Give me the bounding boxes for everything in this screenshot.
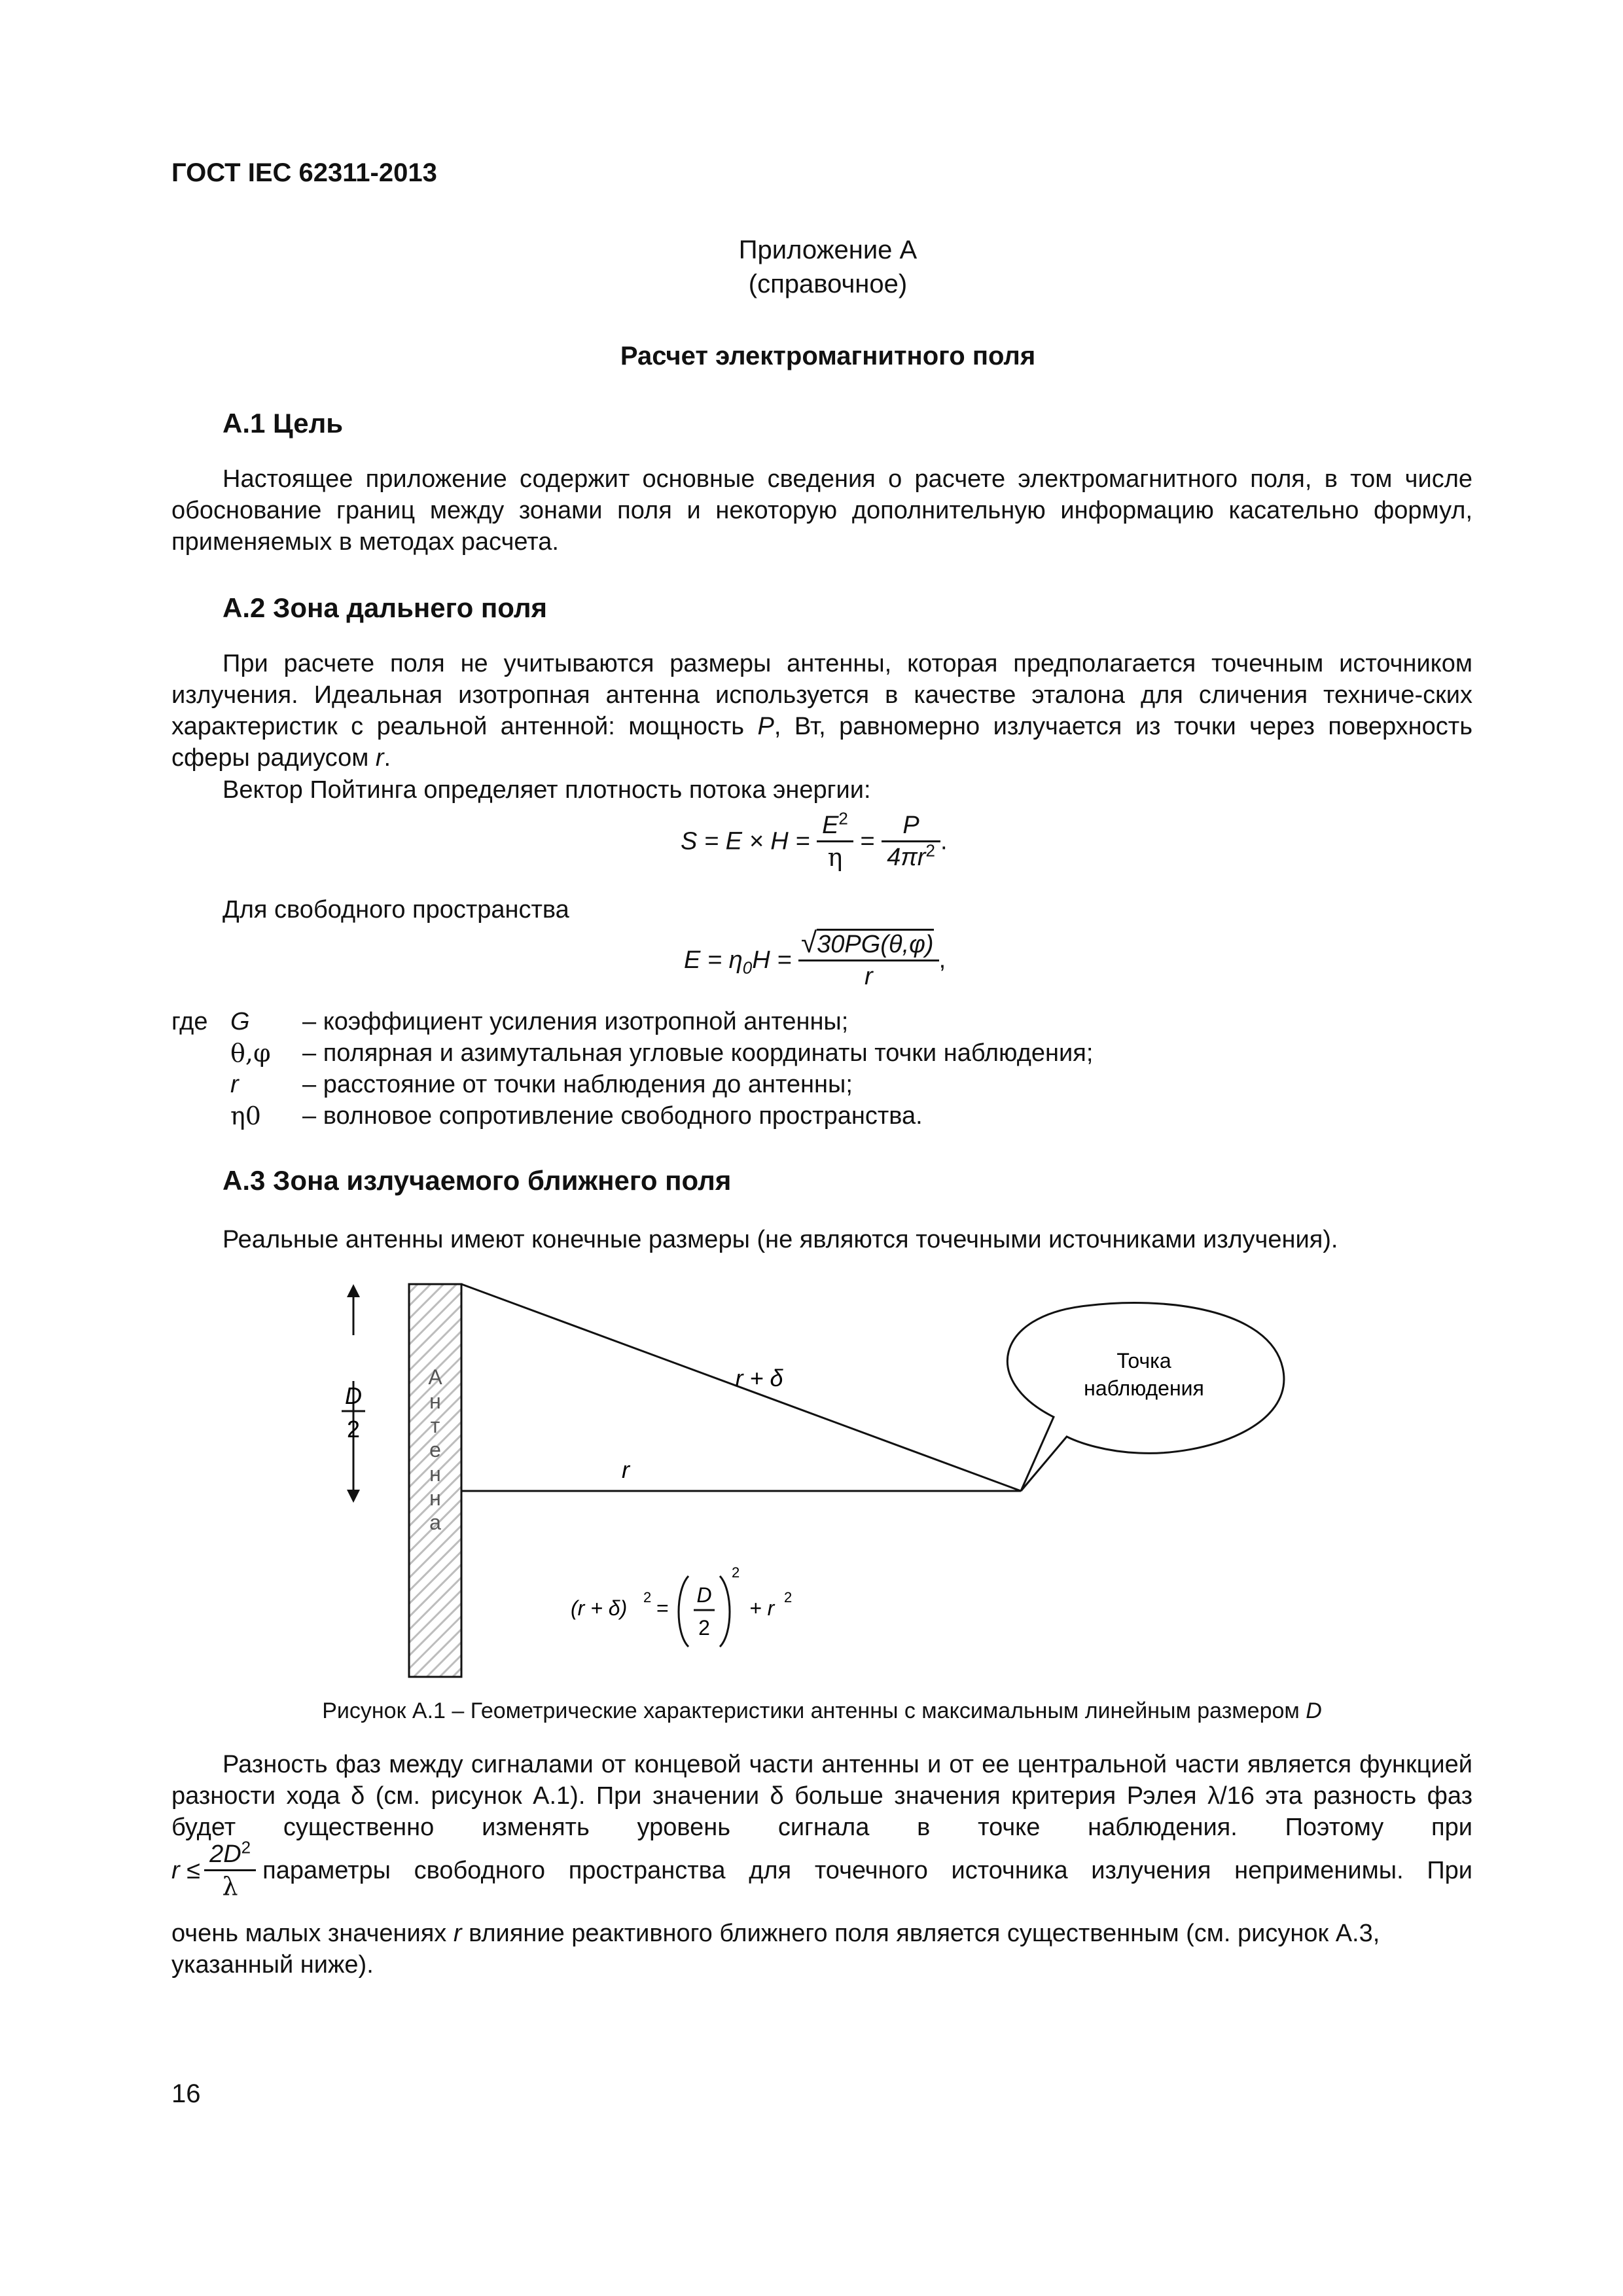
ineq-text: параметры свободного пространства для точечного источника излучения неприменимы. При bbox=[262, 1856, 1472, 1884]
geo-frac-num: D bbox=[696, 1583, 712, 1607]
annex-heading: Расчет электромагнитного поля bbox=[620, 342, 1036, 370]
ineq-num-exp: 2 bbox=[241, 1837, 251, 1857]
poynting-frac1-exp: 2 bbox=[838, 808, 848, 829]
poynting-fraction-2 bbox=[882, 810, 940, 872]
antenna-label bbox=[428, 1365, 442, 1534]
page-number: 16 bbox=[171, 2079, 201, 2108]
section-a1-paragraph: Настоящее приложение содержит основные сведения о расчете электромагнитного поля, в том числе обоснование границ между зонами поля и некоторую дополнительную информацию касательно формул, применяемых в методах расчета. bbox=[171, 465, 1472, 556]
caption-text: Рисунок А.1 – Геометрические характеристики антенны с максимальным линейным размером bbox=[322, 1698, 1306, 1723]
geo-lhs-exp: 2 bbox=[643, 1589, 652, 1605]
antenna-letter: е bbox=[429, 1438, 441, 1462]
fs-num: 30PG(θ,φ) bbox=[817, 929, 933, 958]
ineq-fraction bbox=[204, 1839, 256, 1901]
geo-frac-den: 2 bbox=[698, 1616, 710, 1640]
a3-p4-text-b: влияние реактивного ближнего поля является существенным (см. рисунок А.3, указанный ниже). bbox=[171, 1920, 1380, 1979]
section-a3-paragraph-3 bbox=[171, 1918, 1472, 1981]
geo-lhs: (r + δ) bbox=[571, 1596, 628, 1620]
fs-lhs-text-2: H = bbox=[752, 946, 792, 974]
antenna-letter: н bbox=[429, 1390, 441, 1413]
geo-plus-r-exp: 2 bbox=[784, 1589, 793, 1605]
dim-d: D bbox=[345, 1382, 362, 1409]
fs-lhs bbox=[684, 946, 792, 978]
poynting-eq: = bbox=[860, 827, 875, 855]
label-r-plus-delta: r + δ bbox=[735, 1365, 783, 1391]
definitions-list bbox=[171, 1006, 1472, 1132]
antenna-letter: т bbox=[430, 1414, 440, 1437]
poynting-fraction-1 bbox=[817, 810, 853, 872]
fs-lhs-sub: 0 bbox=[742, 958, 753, 978]
poynting-frac2-num: P bbox=[882, 810, 940, 842]
a2-p1-text-a: При расчете поля не учитываются размеры антенны, которая предполагается точечным источником излучения. Идеальная изотропная антенна используется в качестве эталона для сличения техниче-ских характеристик с реальной антенной: мощность bbox=[171, 650, 1472, 740]
definition-row bbox=[171, 1069, 1472, 1100]
dimension-arrow-up bbox=[347, 1284, 360, 1335]
a2-p1-power-symbol: P bbox=[757, 713, 774, 740]
section-a3-title: А.3 Зона излучаемого ближнего поля bbox=[223, 1165, 732, 1196]
poynting-end: . bbox=[940, 827, 948, 855]
poynting-frac1-den: η bbox=[827, 843, 843, 872]
a3-p4-text-a: очень малых значениях bbox=[171, 1920, 454, 1947]
antenna-letter: А bbox=[428, 1365, 442, 1389]
definition-text: – волновое сопротивление свободного пространства. bbox=[302, 1102, 923, 1130]
a2-p1-text-b: , Вт, равномерно излучается из точки через поверхность сферы радиусом bbox=[171, 713, 1472, 772]
a2-p1-radius-symbol: r bbox=[375, 744, 384, 772]
section-a2-paragraph-3: Для свободного пространства bbox=[223, 896, 569, 924]
bubble-text-line-1: Точка bbox=[1116, 1349, 1171, 1372]
antenna-letter: а bbox=[429, 1511, 441, 1534]
poynting-frac1-num: E bbox=[822, 812, 839, 839]
document-code: ГОСТ IEC 62311-2013 bbox=[171, 158, 437, 187]
label-r: r bbox=[622, 1456, 630, 1483]
a3-p4-r: r bbox=[453, 1920, 462, 1947]
fs-lhs-text: E = η bbox=[684, 946, 743, 974]
free-space-formula bbox=[684, 928, 946, 992]
definition-row bbox=[171, 1006, 1472, 1037]
definition-row bbox=[171, 1100, 1472, 1132]
definition-symbol: r bbox=[230, 1071, 239, 1098]
section-a3-paragraph-1: Реальные антенны имеют конечные размеры (не являются точечными источниками излучения). bbox=[223, 1226, 1338, 1253]
section-a2-paragraph-2: Вектор Пойтинга определяет плотность потока энергии: bbox=[223, 776, 871, 804]
antenna-geometry-figure bbox=[314, 1270, 1335, 1689]
fs-den: r bbox=[864, 963, 873, 990]
a2-p1-text-c: . bbox=[383, 744, 391, 772]
bubble-text-line-2: наблюдения bbox=[1084, 1376, 1204, 1400]
ineq-den: λ bbox=[222, 1872, 238, 1901]
section-a2-title: А.2 Зона дальнего поля bbox=[223, 592, 548, 623]
sqrt-sign: √ bbox=[800, 927, 817, 959]
geo-plus-r: + r bbox=[749, 1596, 775, 1620]
ineq-lhs: r ≤ bbox=[171, 1856, 201, 1884]
section-a1-title: А.1 Цель bbox=[223, 408, 344, 439]
antenna-letter: н bbox=[429, 1486, 441, 1510]
poynting-frac2-den: 4πr bbox=[887, 844, 926, 871]
geo-eq: = bbox=[656, 1596, 669, 1620]
ineq-num: 2D bbox=[209, 1840, 241, 1868]
annex-title: Приложение А bbox=[738, 236, 918, 264]
definition-symbol: θ,φ bbox=[230, 1039, 271, 1067]
definition-row bbox=[171, 1037, 1472, 1069]
definition-text: – расстояние от точки наблюдения до антенны; bbox=[302, 1071, 853, 1098]
fs-end: , bbox=[938, 946, 946, 974]
poynting-lhs: S = E × H = bbox=[681, 827, 810, 855]
dim-2: 2 bbox=[346, 1416, 361, 1443]
inequality-line bbox=[171, 1839, 1472, 1901]
fs-fraction bbox=[798, 928, 939, 992]
poynting-frac2-exp: 2 bbox=[925, 840, 935, 861]
poynting-formula bbox=[681, 810, 948, 872]
section-a2-paragraph-1 bbox=[171, 648, 1472, 774]
antenna-letter: н bbox=[429, 1462, 441, 1486]
definition-symbol: η0 bbox=[230, 1102, 261, 1130]
definition-text: – полярная и азимутальная угловые координаты точки наблюдения; bbox=[302, 1039, 1094, 1067]
section-a3-paragraph-2: Разность фаз между сигналами от концевой части антенны и от ее центральной части является функцией разности хода δ (см. рисунок А.1). При значении δ больше значения критерия Рэлея λ/16 эта разность фаз будет существенно изменять уровень сигнала в точке наблюдения. Поэтому при bbox=[171, 1751, 1472, 1841]
caption-symbol: D bbox=[1306, 1698, 1322, 1723]
annex-subtitle: (справочное) bbox=[748, 270, 908, 298]
figure-caption bbox=[171, 1695, 1472, 1727]
geo-paren-exp: 2 bbox=[732, 1564, 740, 1581]
definition-symbol: G bbox=[230, 1008, 250, 1035]
definition-text: – коэффициент усиления изотропной антенны; bbox=[302, 1008, 849, 1035]
definitions-lead: где bbox=[171, 1008, 208, 1035]
geometry-formula bbox=[571, 1564, 792, 1647]
